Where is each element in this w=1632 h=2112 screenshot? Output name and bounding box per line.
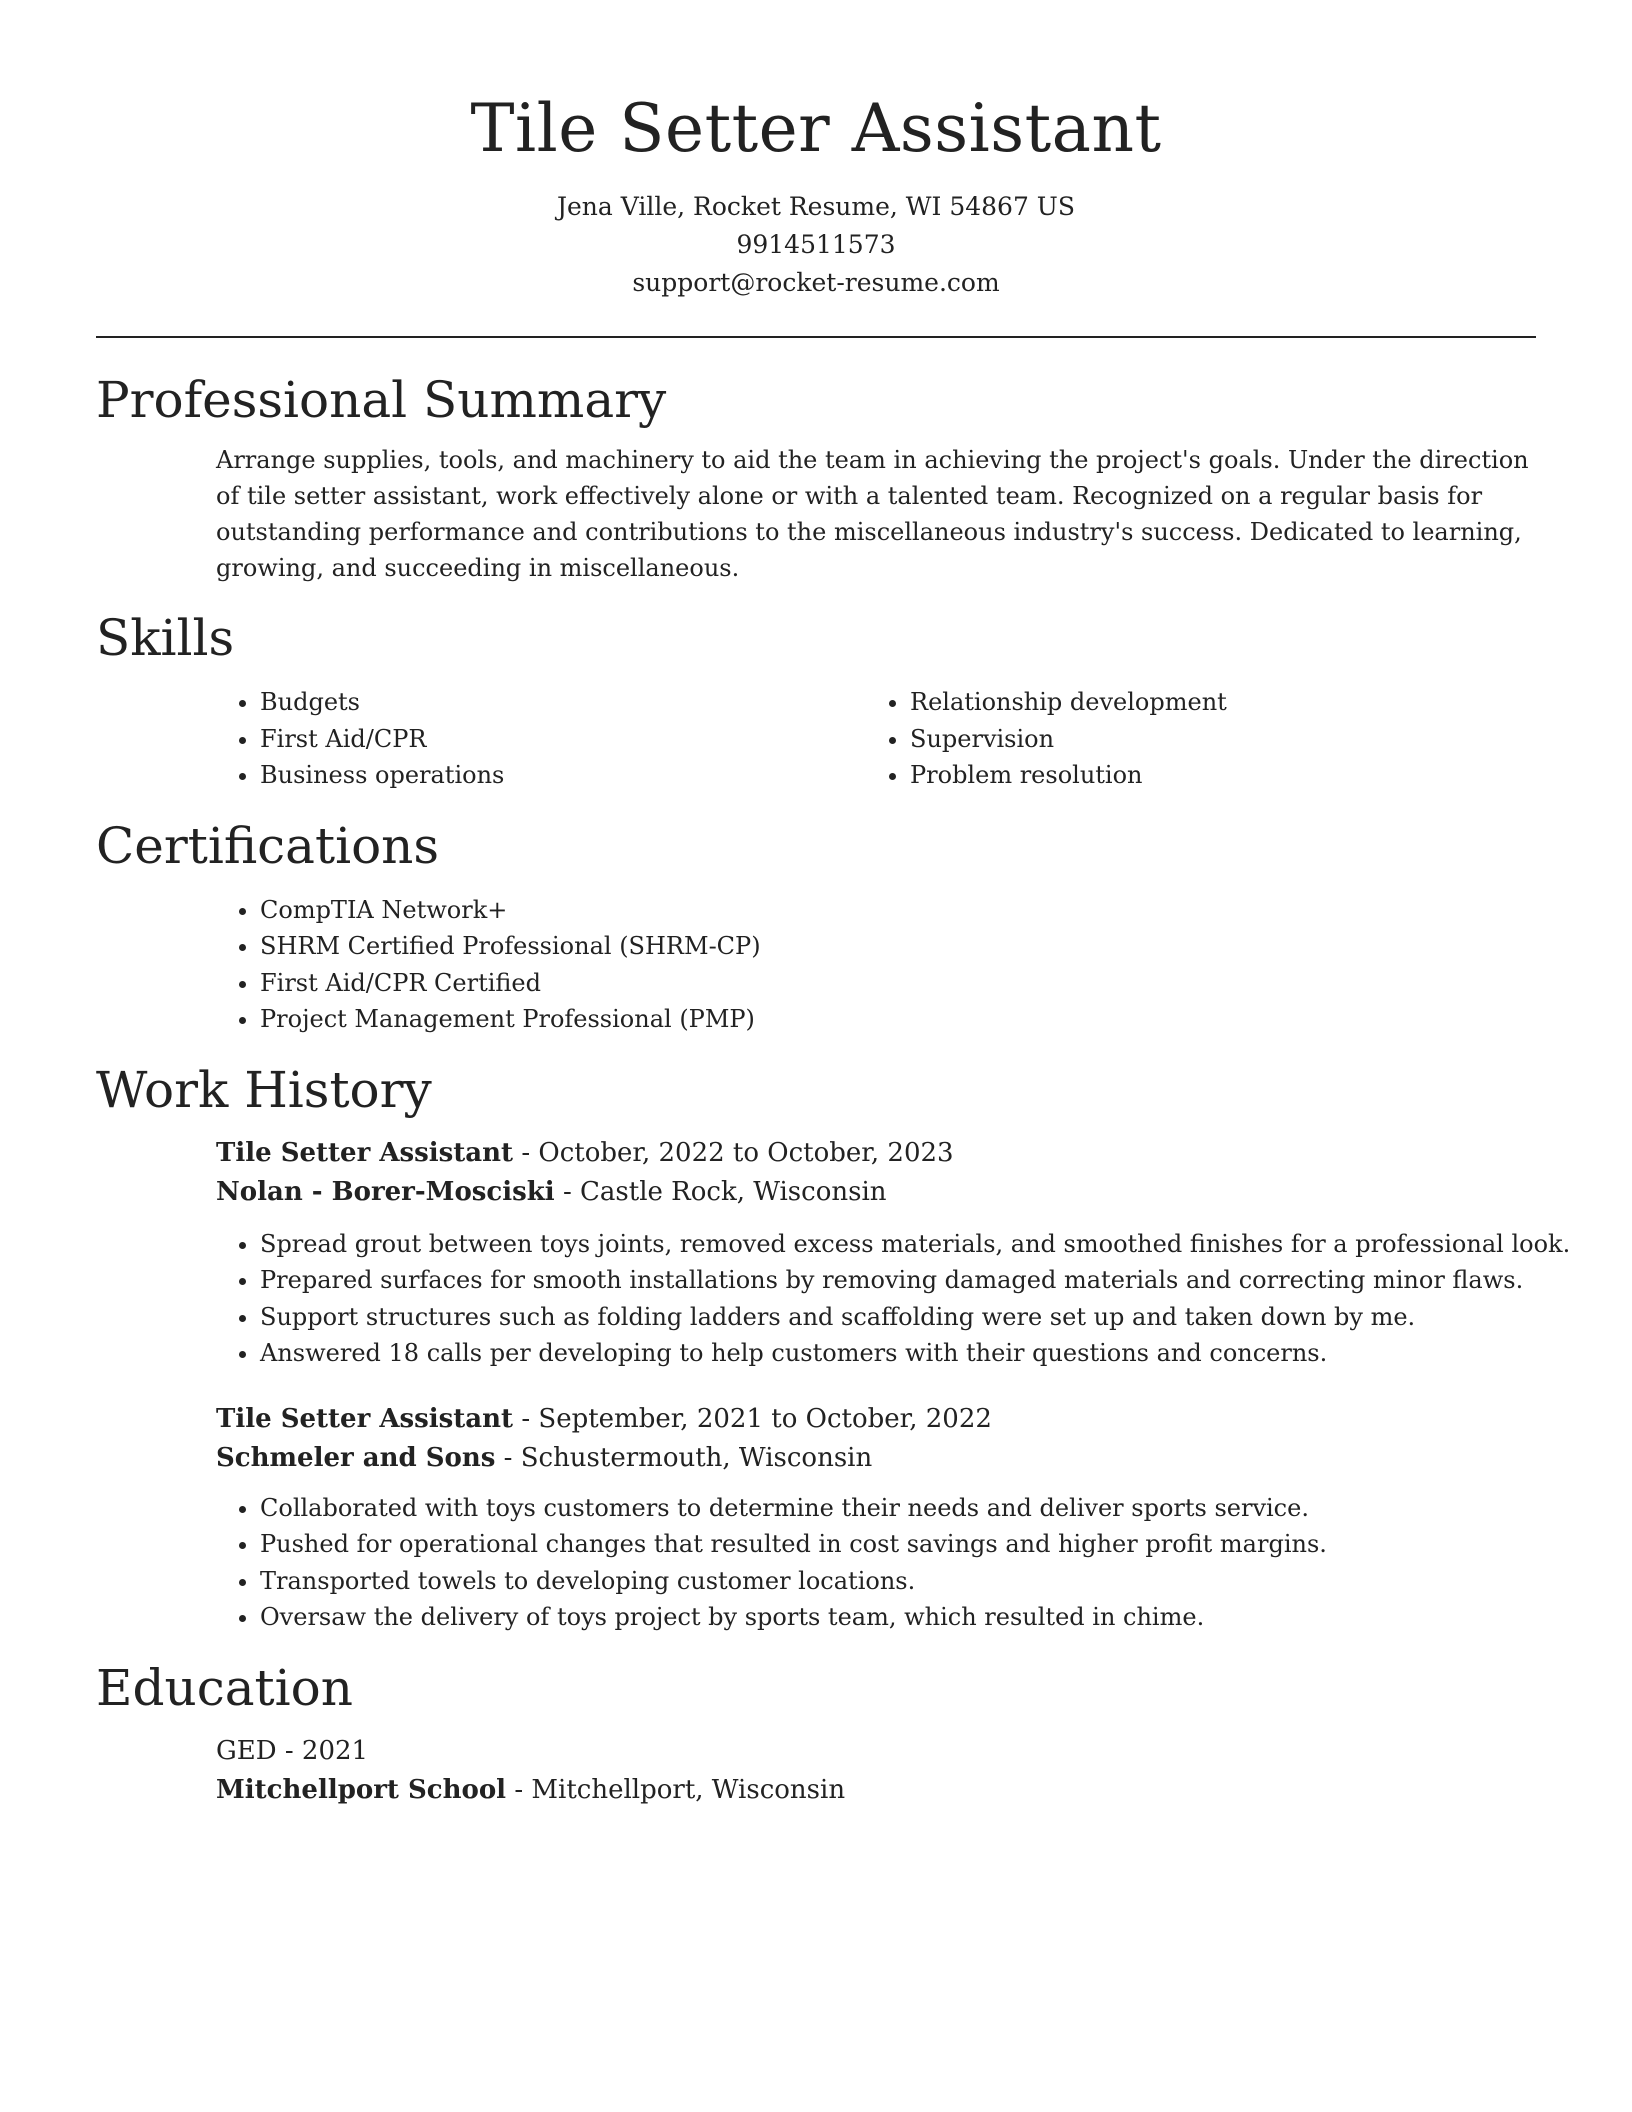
summary-title: Professional Summary xyxy=(96,371,667,429)
job-bullets xyxy=(216,1226,1571,1372)
job-role: Tile Setter Assistant xyxy=(216,1137,514,1168)
job-bullet: • Pushed for operational changes that resulted in cost savings and higher profit margins. xyxy=(260,1526,1536,1563)
certification-item: • SHRM Certified Professional (SHRM-CP) xyxy=(260,928,1536,965)
job-bullets xyxy=(216,1490,1536,1636)
contact-address: Jena Ville, Rocket Resume, WI 54867 US xyxy=(556,192,1075,221)
resume-page xyxy=(96,0,1571,1810)
skill-item: • Problem resolution xyxy=(910,757,1516,794)
job-heading xyxy=(216,1134,1536,1173)
skills-section xyxy=(96,606,1536,794)
education-location: - Mitchellport, Wisconsin xyxy=(506,1774,846,1805)
education-school: Mitchellport School xyxy=(216,1774,507,1805)
job-heading xyxy=(216,1400,1536,1439)
work-title: Work History xyxy=(96,1060,432,1119)
certifications-list xyxy=(216,892,1536,1038)
education-degree: GED - 2021 xyxy=(216,1735,369,1766)
education-section xyxy=(96,1656,1536,1810)
skill-item: • First Aid/CPR xyxy=(260,721,866,758)
skills-list-left xyxy=(216,684,866,794)
education-title: Education xyxy=(96,1658,353,1717)
contact-email: support@rocket-resume.com xyxy=(632,268,1000,297)
job-company-line xyxy=(216,1439,1536,1478)
job-entry xyxy=(216,1134,1571,1372)
header-divider xyxy=(96,336,1536,338)
job-role: Tile Setter Assistant xyxy=(216,1403,514,1434)
skill-item: • Budgets xyxy=(260,684,866,721)
work-section xyxy=(96,1058,1571,1636)
job-bullet: • Answered 18 calls per developing to help customers with their questions and concerns. xyxy=(260,1335,1536,1372)
job-bullet: • Support structures such as folding ladders and scaffolding were set up and taken down by me. xyxy=(260,1299,1536,1336)
summary-text: Arrange supplies, tools, and machinery to aid the team in achieving the project's goals. Under the direction of tile setter assistant, work effectively alone or with a talented team. Recognized on a regular basis for outstanding performance and contributions to the miscellaneous industry's success. Dedicated to learning, growing, and succeeding in miscellaneous. xyxy=(216,446,1529,582)
job-company: Schmeler and Sons xyxy=(216,1442,496,1473)
job-bullet: • Transported towels to developing customer locations. xyxy=(260,1563,1536,1600)
resume-header xyxy=(96,0,1536,302)
job-company-line xyxy=(216,1173,1536,1212)
job-location: - Schustermouth, Wisconsin xyxy=(495,1442,873,1473)
job-dates: - October, 2022 to October, 2023 xyxy=(513,1137,954,1168)
candidate-name: Tile Setter Assistant xyxy=(470,90,1162,167)
certification-item: • Project Management Professional (PMP) xyxy=(260,1001,1536,1038)
skill-item: • Supervision xyxy=(910,721,1516,758)
education-school-line xyxy=(216,1771,1536,1810)
skills-grid xyxy=(216,684,1516,794)
certification-item: • First Aid/CPR Certified xyxy=(260,965,1536,1002)
job-location: - Castle Rock, Wisconsin xyxy=(554,1176,887,1207)
job-bullet: • Oversaw the delivery of toys project by sports team, which resulted in chime. xyxy=(260,1599,1536,1636)
skills-list-right xyxy=(866,684,1516,794)
job-bullet: • Spread grout between toys joints, removed excess materials, and smoothed finishes for a professional look. xyxy=(260,1226,1536,1263)
job-entry xyxy=(216,1400,1536,1636)
certifications-section xyxy=(96,814,1536,1038)
certification-item: • CompTIA Network+ xyxy=(260,892,1536,929)
certifications-title: Certifications xyxy=(96,816,440,875)
skills-title: Skills xyxy=(96,609,235,667)
job-dates: - September, 2021 to October, 2022 xyxy=(513,1403,992,1434)
job-bullet: • Prepared surfaces for smooth installations by removing damaged materials and correcting minor flaws. xyxy=(260,1262,1536,1299)
skill-item: • Business operations xyxy=(260,757,866,794)
job-bullet: • Collaborated with toys customers to determine their needs and deliver sports service. xyxy=(260,1490,1536,1527)
skill-item: • Relationship development xyxy=(910,684,1516,721)
job-company: Nolan - Borer-Mosciski xyxy=(216,1176,555,1207)
contact-block xyxy=(96,188,1536,302)
summary-section xyxy=(96,368,1536,586)
contact-phone: 9914511573 xyxy=(736,230,896,259)
